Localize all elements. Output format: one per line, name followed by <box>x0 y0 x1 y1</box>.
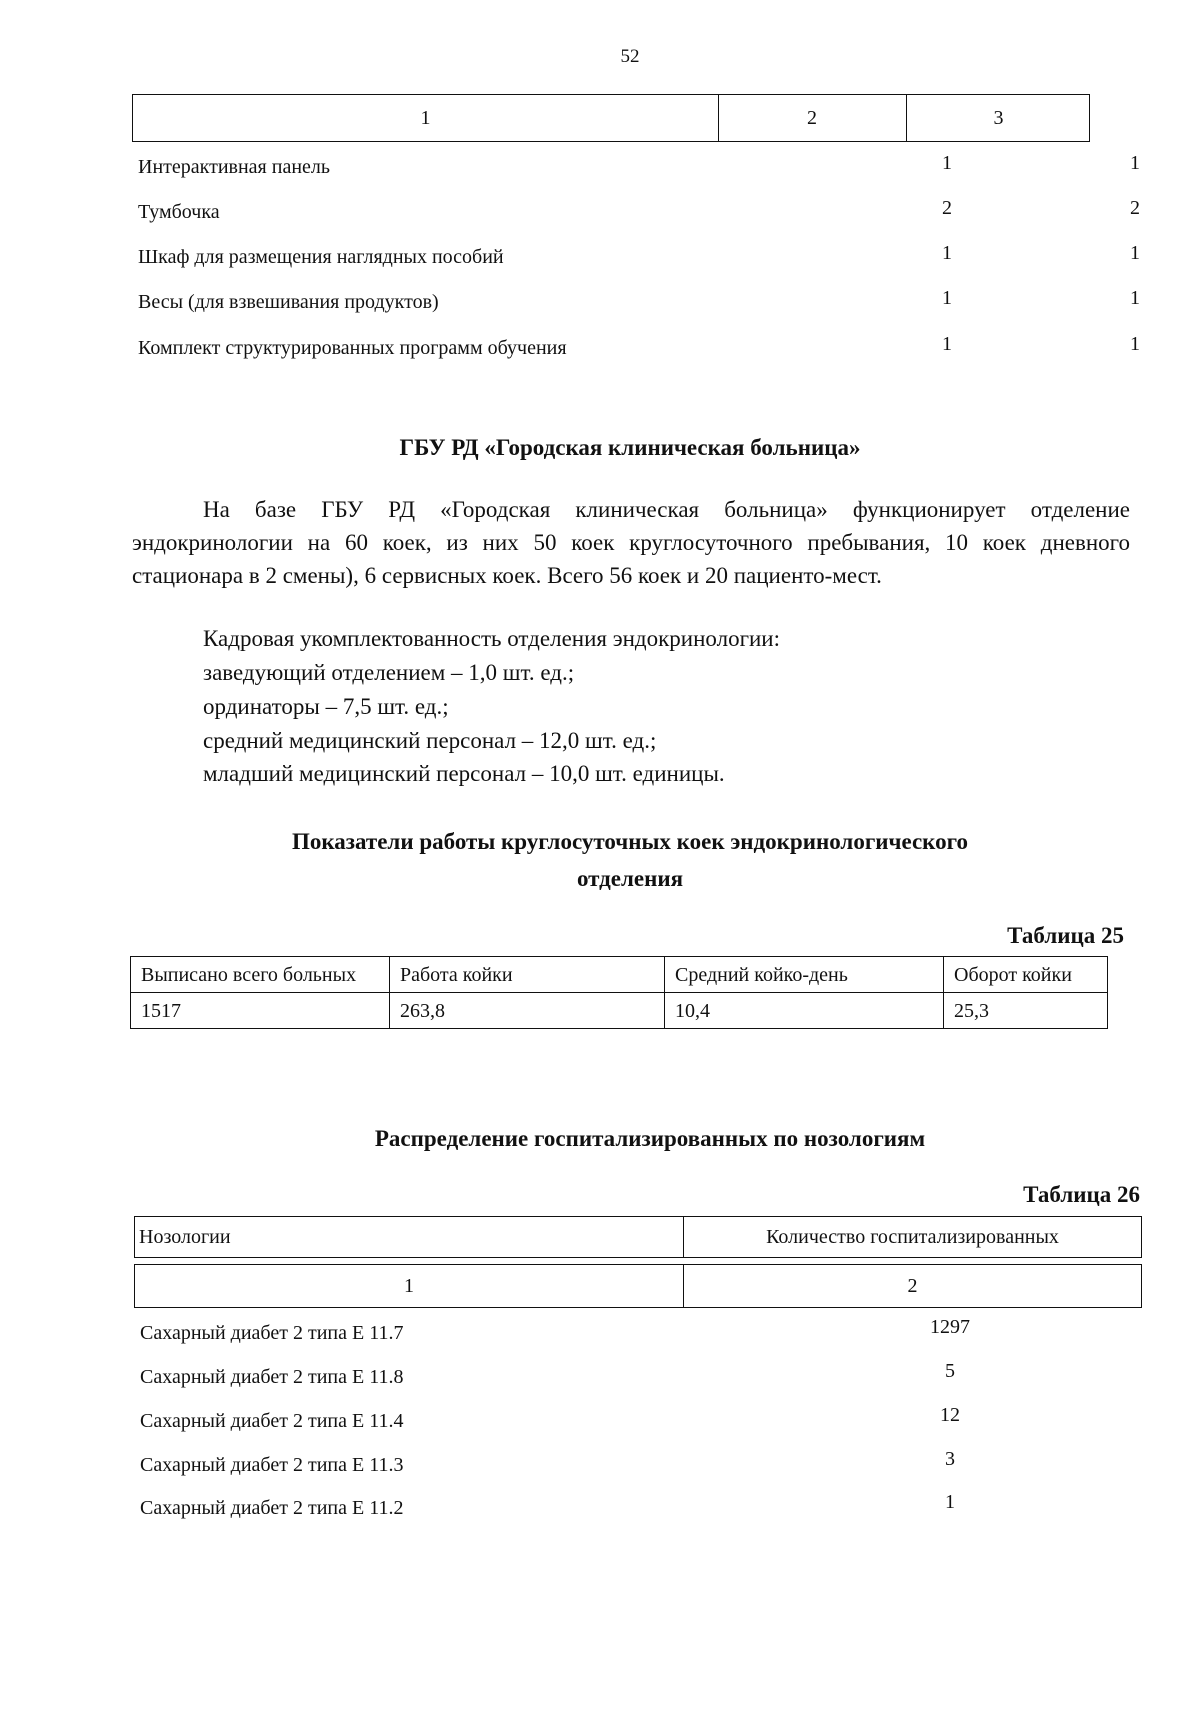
equipment-table-header <box>132 94 1090 142</box>
table26-header-cell: Количество госпитализированных <box>684 1217 1142 1258</box>
equipment-col3-value: 1 <box>1130 287 1140 309</box>
staffing-item: младший медицинский персонал – 10,0 шт. единицы. <box>203 761 725 786</box>
intro-paragraph <box>132 493 1130 592</box>
staffing-item: средний медицинский персонал – 12,0 шт. ед.; <box>203 728 657 753</box>
equipment-header-col1: 1 <box>420 106 431 129</box>
equipment-col2-value: 1 <box>942 333 952 355</box>
table25-header-cell: Средний койко-день <box>665 957 944 993</box>
table25 <box>130 956 1108 1029</box>
equipment-col3-value: 1 <box>1130 333 1140 355</box>
table26 <box>134 1216 1142 1308</box>
hospitalized-count: 3 <box>945 1448 955 1470</box>
table26-label: Таблица 26 <box>1023 1182 1140 1207</box>
equipment-name: Комплект структурированных программ обучения <box>138 337 567 359</box>
table25-value-cell: 25,3 <box>944 993 1108 1029</box>
table25-value-cell: 10,4 <box>665 993 944 1029</box>
staffing-title: Кадровая укомплектованность отделения эндокринологии: <box>203 626 781 651</box>
table26-column-number: 2 <box>684 1265 1142 1308</box>
equipment-col2-value: 1 <box>942 242 952 264</box>
table25-value-cell: 1517 <box>131 993 390 1029</box>
table-row <box>135 1217 1142 1258</box>
staffing-item: ординаторы – 7,5 шт. ед.; <box>203 694 449 719</box>
nosology-name: Сахарный диабет 2 типа Е 11.4 <box>140 1410 404 1432</box>
nosology-name: Сахарный диабет 2 типа Е 11.3 <box>140 1454 404 1476</box>
equipment-col2-value: 1 <box>942 152 952 174</box>
hospitalized-count: 12 <box>940 1404 960 1426</box>
page-number: 52 <box>620 46 640 67</box>
table-row <box>131 957 1108 993</box>
equipment-col2-value: 2 <box>942 197 952 219</box>
intro-paragraph-text: На базе ГБУ РД «Городская клиническая больница» функционирует отделение эндокринологии на 60 коек, из них 50 коек круглосуточного пребывания, 10 коек дневного стационара в 2 смены), 6 сервисных коек. Всего 56 коек и 20 пациенто-мест. <box>132 497 1130 588</box>
equipment-header-col2: 2 <box>807 106 817 129</box>
list-item <box>140 1491 1140 1541</box>
table25-header-cell: Выписано всего больных <box>131 957 390 993</box>
equipment-name: Весы (для взвешивания продуктов) <box>138 291 439 313</box>
table25-header-cell: Оборот койки <box>944 957 1108 993</box>
table26-heading: Распределение госпитализированных по нозологиям <box>374 1126 926 1151</box>
table26-column-number: 1 <box>135 1265 684 1308</box>
hospital-heading: ГБУ РД «Городская клиническая больница» <box>399 435 861 460</box>
equipment-row <box>138 287 1140 331</box>
nosology-name: Сахарный диабет 2 типа Е 11.7 <box>140 1322 404 1344</box>
equipment-row <box>138 152 1140 196</box>
table25-value-cell: 263,8 <box>390 993 665 1029</box>
equipment-name: Шкаф для размещения наглядных пособий <box>138 246 504 268</box>
nosology-name: Сахарный диабет 2 типа Е 11.8 <box>140 1366 404 1388</box>
hospitalized-count: 1297 <box>930 1316 970 1338</box>
equipment-col3-value: 1 <box>1130 152 1140 174</box>
equipment-col3-value: 1 <box>1130 242 1140 264</box>
equipment-row <box>138 197 1140 241</box>
table25-header-cell: Работа койки <box>390 957 665 993</box>
equipment-col2-value: 1 <box>942 287 952 309</box>
table25-heading-continued: отделения <box>576 866 684 891</box>
hospitalized-count: 1 <box>945 1491 955 1513</box>
equipment-name: Тумбочка <box>138 201 220 223</box>
hospitalized-count: 5 <box>945 1360 955 1382</box>
table25-label: Таблица 25 <box>1007 923 1124 948</box>
staffing-item: заведующий отделением – 1,0 шт. ед.; <box>203 660 575 685</box>
table25-heading: Показатели работы круглосуточных коек эндокринологического <box>291 829 969 854</box>
equipment-name: Интерактивная панель <box>138 156 331 178</box>
equipment-row <box>138 242 1140 286</box>
equipment-row <box>138 333 1140 377</box>
table-row <box>135 1265 1142 1308</box>
nosology-name: Сахарный диабет 2 типа Е 11.2 <box>140 1497 404 1519</box>
table-row <box>131 993 1108 1029</box>
equipment-col3-value: 2 <box>1130 197 1140 219</box>
table26-header-cell: Нозологии <box>135 1217 684 1258</box>
equipment-header-col3: 3 <box>993 106 1004 129</box>
